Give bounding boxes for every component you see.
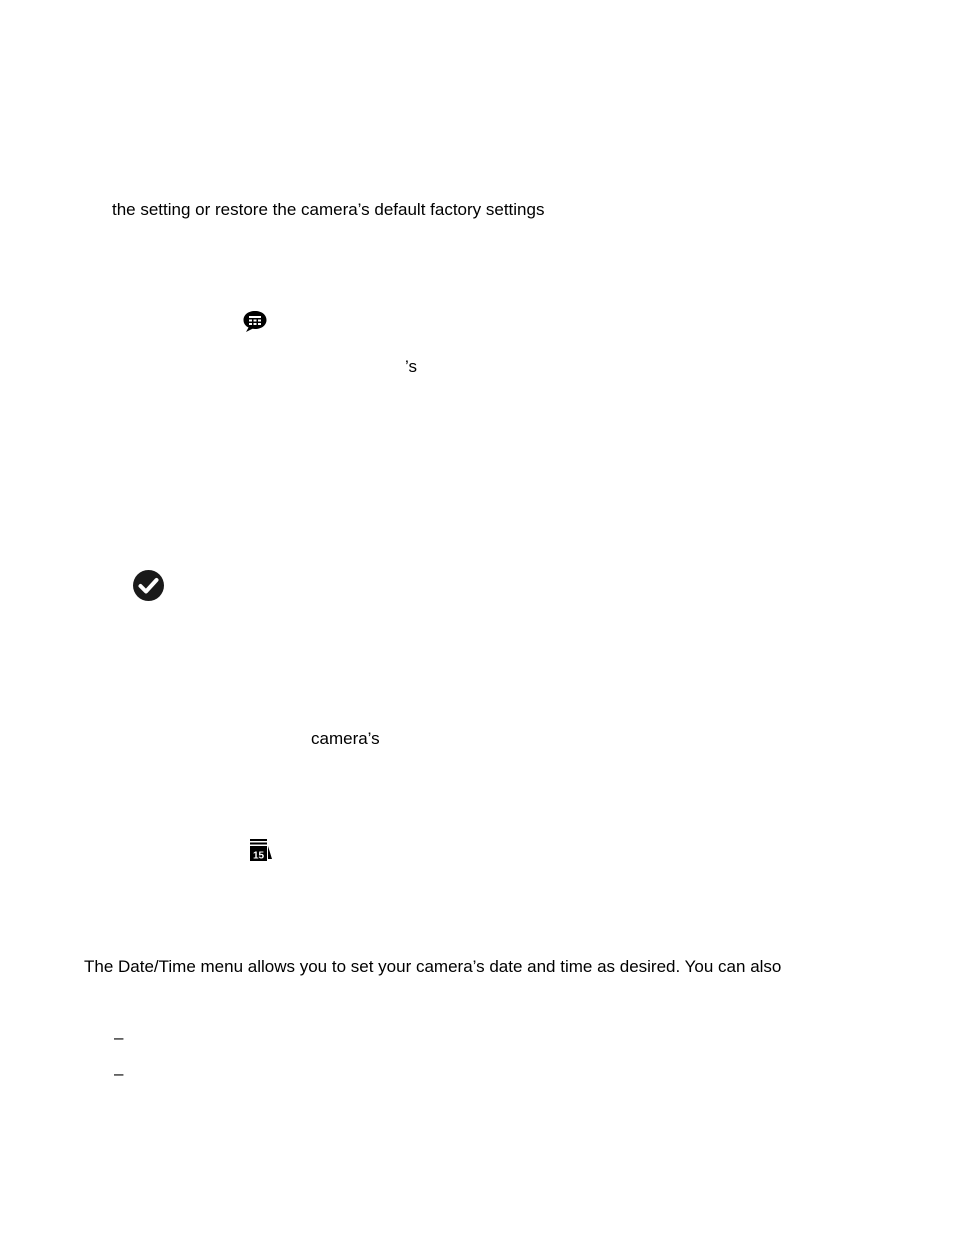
datetime-intro-text: The Date/Time menu allows you to set your camera’s date and time as desired. You can also (84, 957, 782, 976)
checkmark-circle-icon (132, 569, 165, 602)
list-dash-1: – (114, 1028, 124, 1047)
calendar-icon (248, 838, 274, 862)
language-fragment-text: ’s (405, 357, 417, 376)
camera-fragment-text: camera’s (311, 729, 380, 748)
calendar-icon-day: 15 (252, 850, 265, 862)
speech-bubble-icon (242, 309, 268, 333)
list-dash-2: – (114, 1064, 124, 1083)
reset-intro-text: the setting or restore the camera’s default factory settings (112, 200, 545, 219)
